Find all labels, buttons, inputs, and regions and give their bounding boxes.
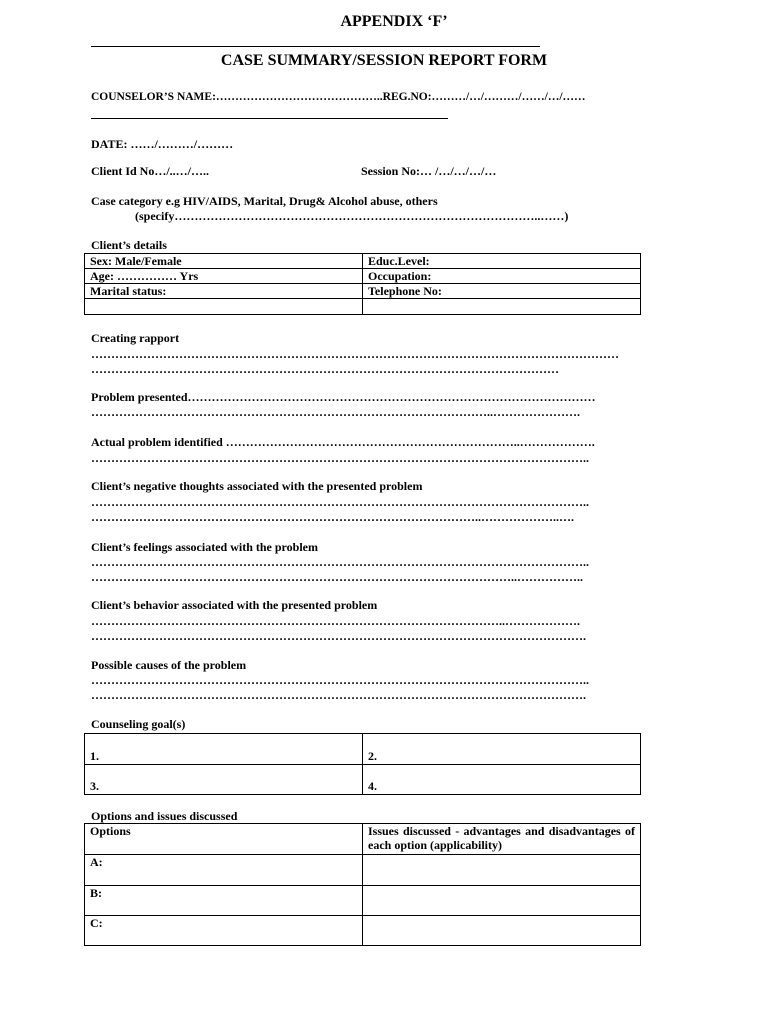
option-a-issues-cell[interactable] <box>363 855 641 886</box>
client-sex-cell[interactable]: Sex: Male/Female <box>85 254 363 269</box>
goal-cell-4[interactable]: 4. <box>363 765 641 795</box>
client-age-cell[interactable]: Age: …………… Yrs <box>85 269 363 284</box>
behavior-line-1[interactable]: …………………………………………………………………………………………..………………. <box>91 614 580 628</box>
session-no-field[interactable]: Session No:… /…/…/…/… <box>361 164 497 178</box>
possible-causes-line-2[interactable]: ……………………………………………………………………………………………………………. <box>91 688 586 702</box>
option-c-issues-cell[interactable] <box>363 916 641 946</box>
case-category-label: Case category e.g HIV/AIDS, Marital, Drug& Alcohol abuse, others <box>91 194 438 208</box>
client-educ-level-cell[interactable]: Educ.Level: <box>363 254 641 269</box>
client-id-field[interactable]: Client Id No…/..…/….. <box>91 164 210 178</box>
option-c-cell[interactable]: C: <box>85 916 363 946</box>
possible-causes-label: Possible causes of the problem <box>91 658 247 672</box>
case-category-specify-field[interactable]: (specify………………………………………………………………………………..……) <box>135 209 569 223</box>
creating-rapport-label: Creating rapport <box>91 331 180 345</box>
problem-presented-line-2[interactable]: ………………………………………………………………………………………..…………………. <box>91 405 580 419</box>
counseling-goals-heading: Counseling goal(s) <box>91 717 186 731</box>
option-b-cell[interactable]: B: <box>85 886 363 916</box>
client-occupation-cell[interactable]: Occupation: <box>363 269 641 284</box>
feelings-line-2[interactable]: ……………………………………………………………………………………………..…………….. <box>91 570 583 584</box>
actual-problem-line-2[interactable]: …………………………………………………………………………………………………………….. <box>91 451 589 465</box>
goal-cell-1[interactable]: 1. <box>85 734 363 765</box>
header-rule <box>91 46 540 47</box>
client-details-heading: Client’s details <box>91 238 167 252</box>
options-heading: Options and issues discussed <box>91 809 238 823</box>
client-empty-cell-left[interactable] <box>85 299 363 315</box>
client-empty-cell-right[interactable] <box>363 299 641 315</box>
counseling-goals-table <box>84 733 641 795</box>
creating-rapport-line-2[interactable]: ……………………………………………………………………………………………………… <box>91 362 559 376</box>
client-telephone-cell[interactable]: Telephone No: <box>363 284 641 299</box>
counselor-name-field[interactable]: COUNSELOR’S NAME:……………………………………..REG.NO:………/…/………/……/…/…… <box>91 91 586 103</box>
issues-column-header: Issues discussed - advantages and disadvantages of each option (applicability) <box>363 824 641 855</box>
client-marital-status-cell[interactable]: Marital status: <box>85 284 363 299</box>
appendix-title: APPENDIX ‘F’ <box>340 13 448 30</box>
negative-thoughts-label: Client’s negative thoughts associated with the presented problem <box>91 479 423 493</box>
goal-cell-3[interactable]: 3. <box>85 765 363 795</box>
possible-causes-line-1[interactable]: …………………………………………………………………………………………………………….. <box>91 673 589 687</box>
options-column-header: Options <box>85 824 363 855</box>
option-a-cell[interactable]: A: <box>85 855 363 886</box>
client-details-table <box>84 253 641 315</box>
goal-cell-2[interactable]: 2. <box>363 734 641 765</box>
creating-rapport-line-1[interactable]: …………………………………………………………………………………………………………………… <box>91 347 619 361</box>
options-table <box>84 823 641 946</box>
feelings-line-1[interactable]: …………………………………………………………………………………………………………….. <box>91 555 589 569</box>
counselor-underline <box>91 118 448 119</box>
feelings-label: Client’s feelings associated with the problem <box>91 540 318 554</box>
negative-thoughts-line-1[interactable]: …………………………………………………………………………………………………………….. <box>91 495 589 509</box>
problem-presented-label[interactable]: Problem presented………………………………………………………………………………………… <box>91 390 596 404</box>
behavior-line-2[interactable]: ……………………………………………………………………………………………………………. <box>91 629 586 643</box>
form-title: CASE SUMMARY/SESSION REPORT FORM <box>220 52 548 69</box>
negative-thoughts-line-2[interactable]: ……………………………………………………………………………………..………………..…. <box>91 510 574 524</box>
actual-problem-label[interactable]: Actual problem identified ………………………………………………………………..………………. <box>91 435 595 449</box>
date-field[interactable]: DATE: ……/………/……… <box>91 137 234 151</box>
behavior-label: Client’s behavior associated with the presented problem <box>91 598 378 612</box>
option-b-issues-cell[interactable] <box>363 886 641 916</box>
